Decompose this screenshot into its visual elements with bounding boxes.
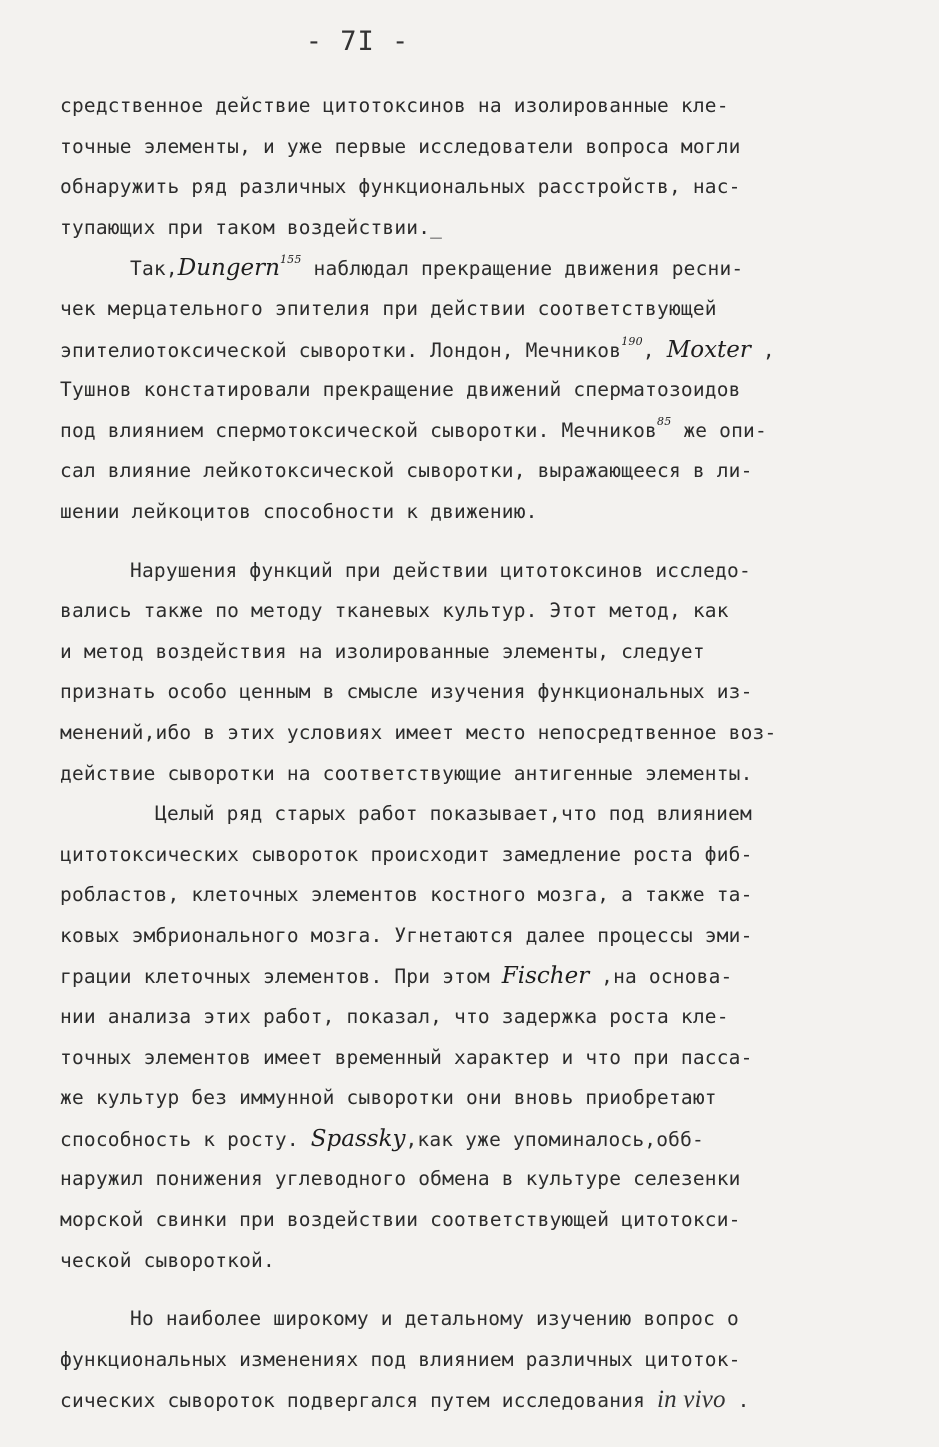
handwritten-name: Fischer xyxy=(501,963,590,990)
text-span: под влиянием спермотоксической сыворотки. Мечников xyxy=(60,418,657,442)
text-span: Так, xyxy=(130,257,178,281)
paragraph-start: Нарушения функций при действии цитотоксинов исследо- xyxy=(130,558,751,582)
text-line: наружил понижения углеводного обмена в культуре селезенки xyxy=(60,1167,741,1191)
text-line: чек мерцательного эпителия при действии соответствующей xyxy=(60,296,717,320)
text-line: тупающих при таком воздействии._ xyxy=(60,215,443,239)
page-number: - 7I - xyxy=(305,26,410,57)
text-line: и метод воздействия на изолированные элементы, следует xyxy=(60,639,705,663)
text-line: сал влияние лейкотоксической сыворотки, выражающееся в ли- xyxy=(60,459,753,483)
text-line: Тушнов констатировали прекращение движений сперматозоидов xyxy=(60,378,741,402)
text-line xyxy=(60,330,880,371)
text-line: морской свинки при воздействии соответствующей цитотокси- xyxy=(60,1208,741,1232)
handwritten-name: Moxter xyxy=(666,336,751,363)
citation-number: 155 xyxy=(279,253,302,267)
text-span: же опи- xyxy=(671,418,767,442)
text-span: , xyxy=(642,338,667,362)
handwritten-name: Spassky xyxy=(310,1125,406,1152)
citation-number: 190 xyxy=(621,334,643,348)
text-line xyxy=(60,411,880,452)
handwritten-name: Dungern xyxy=(177,255,280,282)
text-span: , xyxy=(750,338,775,362)
citation-number: 85 xyxy=(657,414,672,428)
text-line: действие сыворотки на соответствующие антигенные элементы. xyxy=(60,761,753,785)
text-line: шении лейкоцитов способности к движению. xyxy=(60,499,538,523)
paragraph-start xyxy=(60,248,880,289)
text-line xyxy=(60,956,880,997)
text-line xyxy=(60,1119,880,1160)
text-line: точные элементы, и уже первые исследователи вопроса могли xyxy=(60,134,741,158)
text-line: вались также по методу тканевых культур. Этот метод, как xyxy=(60,599,729,623)
text-line: робластов, клеточных элементов костного мозга, а также та- xyxy=(60,883,753,907)
text-span: грации клеточных элементов. При этом xyxy=(60,965,502,989)
text-span: наблюдал прекращение движения ресни- xyxy=(301,257,744,281)
text-span: сических сывороток подвергался путем исследования xyxy=(60,1389,657,1413)
text-line: обнаружить ряд различных функциональных расстройств, нас- xyxy=(60,175,741,199)
text-span: способность к росту. xyxy=(60,1127,311,1151)
text-line: цитотоксических сывороток происходит замедление роста фиб- xyxy=(60,842,753,866)
text-line xyxy=(60,1380,880,1421)
text-line: точных элементов имеет временный характер и что при пасса- xyxy=(60,1045,753,1069)
text-line: ческой сывороткой. xyxy=(60,1248,275,1272)
text-line: функциональных изменениях под влиянием различных цитоток- xyxy=(60,1347,741,1371)
text-line: признать особо ценным в смысле изучения функциональных из- xyxy=(60,680,753,704)
text-line: ковых эмбрионального мозга. Угнетаются далее процессы эми- xyxy=(60,923,753,947)
text-span: ,на основа- xyxy=(589,965,733,989)
text-line: нии анализа этих работ, показал, что задержка роста кле- xyxy=(60,1005,729,1029)
text-span: ,как уже упоминалось,обб- xyxy=(405,1127,704,1151)
text-span: эпителиотоксической сыворотки. Лондон, Мечников xyxy=(60,338,622,362)
text-line: средственное действие цитотоксинов на изолированные кле- xyxy=(60,94,729,117)
text-line: же культур без иммунной сыворотки они вновь приобретают xyxy=(60,1086,717,1110)
paragraph-start: Но наиболее широкому и детальному изучению вопрос о xyxy=(130,1307,739,1331)
text-line: менений,ибо в этих условиях имеет место непосредтвенное воз- xyxy=(60,720,777,744)
paragraph-start: Целый ряд старых работ показывает,что под влиянием xyxy=(155,802,752,826)
handwritten-latin: in vivo xyxy=(657,1386,726,1414)
body-text xyxy=(60,86,880,1421)
text-span: . xyxy=(725,1389,750,1413)
